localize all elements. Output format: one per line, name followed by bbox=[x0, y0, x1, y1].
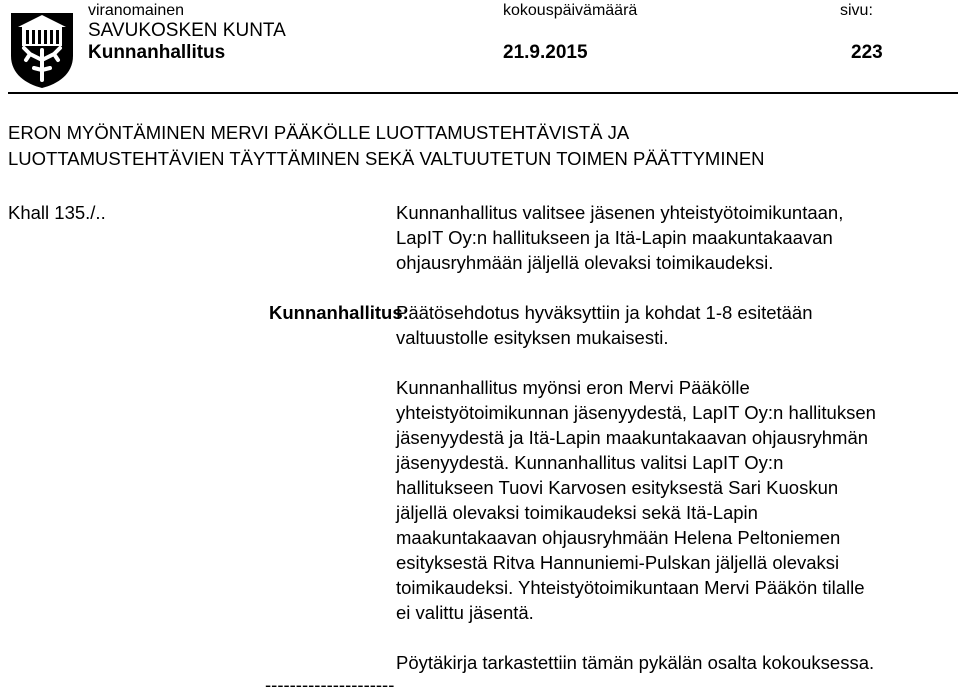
paragraph-2-line: toimikaudeksi. Yhteistyötoimikuntaan Mervi Pääkön tilalle bbox=[396, 577, 865, 598]
paragraph-1 bbox=[396, 200, 843, 275]
document-title bbox=[8, 120, 765, 172]
page-number: 223 bbox=[851, 42, 883, 63]
paragraph-2-line: esityksestä Ritva Hannuniemi-Pulskan jäljellä olevaksi bbox=[396, 552, 840, 573]
paragraph-2-line: Kunnanhallitus myönsi eron Mervi Pääkölle bbox=[396, 377, 750, 398]
paragraph-1-line: LapIT Oy:n hallitukseen ja Itä-Lapin maakuntakaavan bbox=[396, 227, 833, 248]
end-separator: --------------------- bbox=[265, 674, 395, 695]
proposal-line: valtuustolle esityksen mukaisesti. bbox=[396, 327, 669, 348]
paragraph-2-line: jäsenyydestä. Kunnanhallitus valitsi LapIT Oy:n bbox=[396, 452, 784, 473]
paragraph-2-line: hallitukseen Tuovi Karvosen esityksestä Sari Kuoskun bbox=[396, 477, 839, 498]
title-line-2: LUOTTAMUSTEHTÄVIEN TÄYTTÄMINEN SEKÄ VALTUUTETUN TOIMEN PÄÄTTYMINEN bbox=[8, 148, 765, 169]
paragraph-1-line: ohjausryhmään jäljellä olevaksi toimikaudeksi. bbox=[396, 252, 774, 273]
label-meeting-date: kokouspäivämäärä bbox=[503, 2, 638, 19]
paragraph-1-line: Kunnanhallitus valitsee jäsenen yhteistyötoimikuntaan, bbox=[396, 202, 844, 223]
paragraph-3: Pöytäkirja tarkastettiin tämän pykälän osalta kokouksessa. bbox=[396, 652, 875, 673]
municipality-coat-of-arms bbox=[8, 10, 76, 90]
authority-name: Kunnanhallitus bbox=[88, 42, 226, 63]
meeting-date: 21.9.2015 bbox=[503, 42, 588, 63]
coat-of-arms-icon bbox=[8, 10, 76, 90]
section-reference: Khall 135./.. bbox=[8, 202, 106, 223]
paragraph-2 bbox=[396, 375, 876, 625]
paragraph-2-line: maakuntakaavan ohjausryhmään Helena Peltoniemen bbox=[396, 527, 841, 548]
paragraph-2-line: yhteistyötoimikunnan jäsenyydestä, LapIT Oy:n hallituksen bbox=[396, 402, 876, 423]
proposal-line: Päätösehdotus hyväksyttiin ja kohdat 1-8 esitetään bbox=[396, 302, 813, 323]
proposal-text bbox=[396, 300, 813, 350]
title-line-1: ERON MYÖNTÄMINEN MERVI PÄÄKÖLLE LUOTTAMUSTEHTÄVISTÄ JA bbox=[8, 122, 630, 143]
header-divider bbox=[8, 92, 958, 94]
label-authority: viranomainen bbox=[88, 2, 185, 19]
paragraph-2-line: jäsenyydestä ja Itä-Lapin maakuntakaavan ohjausryhmän bbox=[396, 427, 869, 448]
paragraph-2-line: jäljellä olevaksi toimikaudeksi sekä Itä-Lapin bbox=[396, 502, 758, 523]
paragraph-2-line: ei valittu jäsentä. bbox=[396, 602, 534, 623]
label-page: sivu: bbox=[840, 2, 873, 19]
municipality-name: SAVUKOSKEN KUNTA bbox=[88, 20, 286, 41]
proposal-label: Kunnanhallitus: bbox=[269, 302, 409, 323]
